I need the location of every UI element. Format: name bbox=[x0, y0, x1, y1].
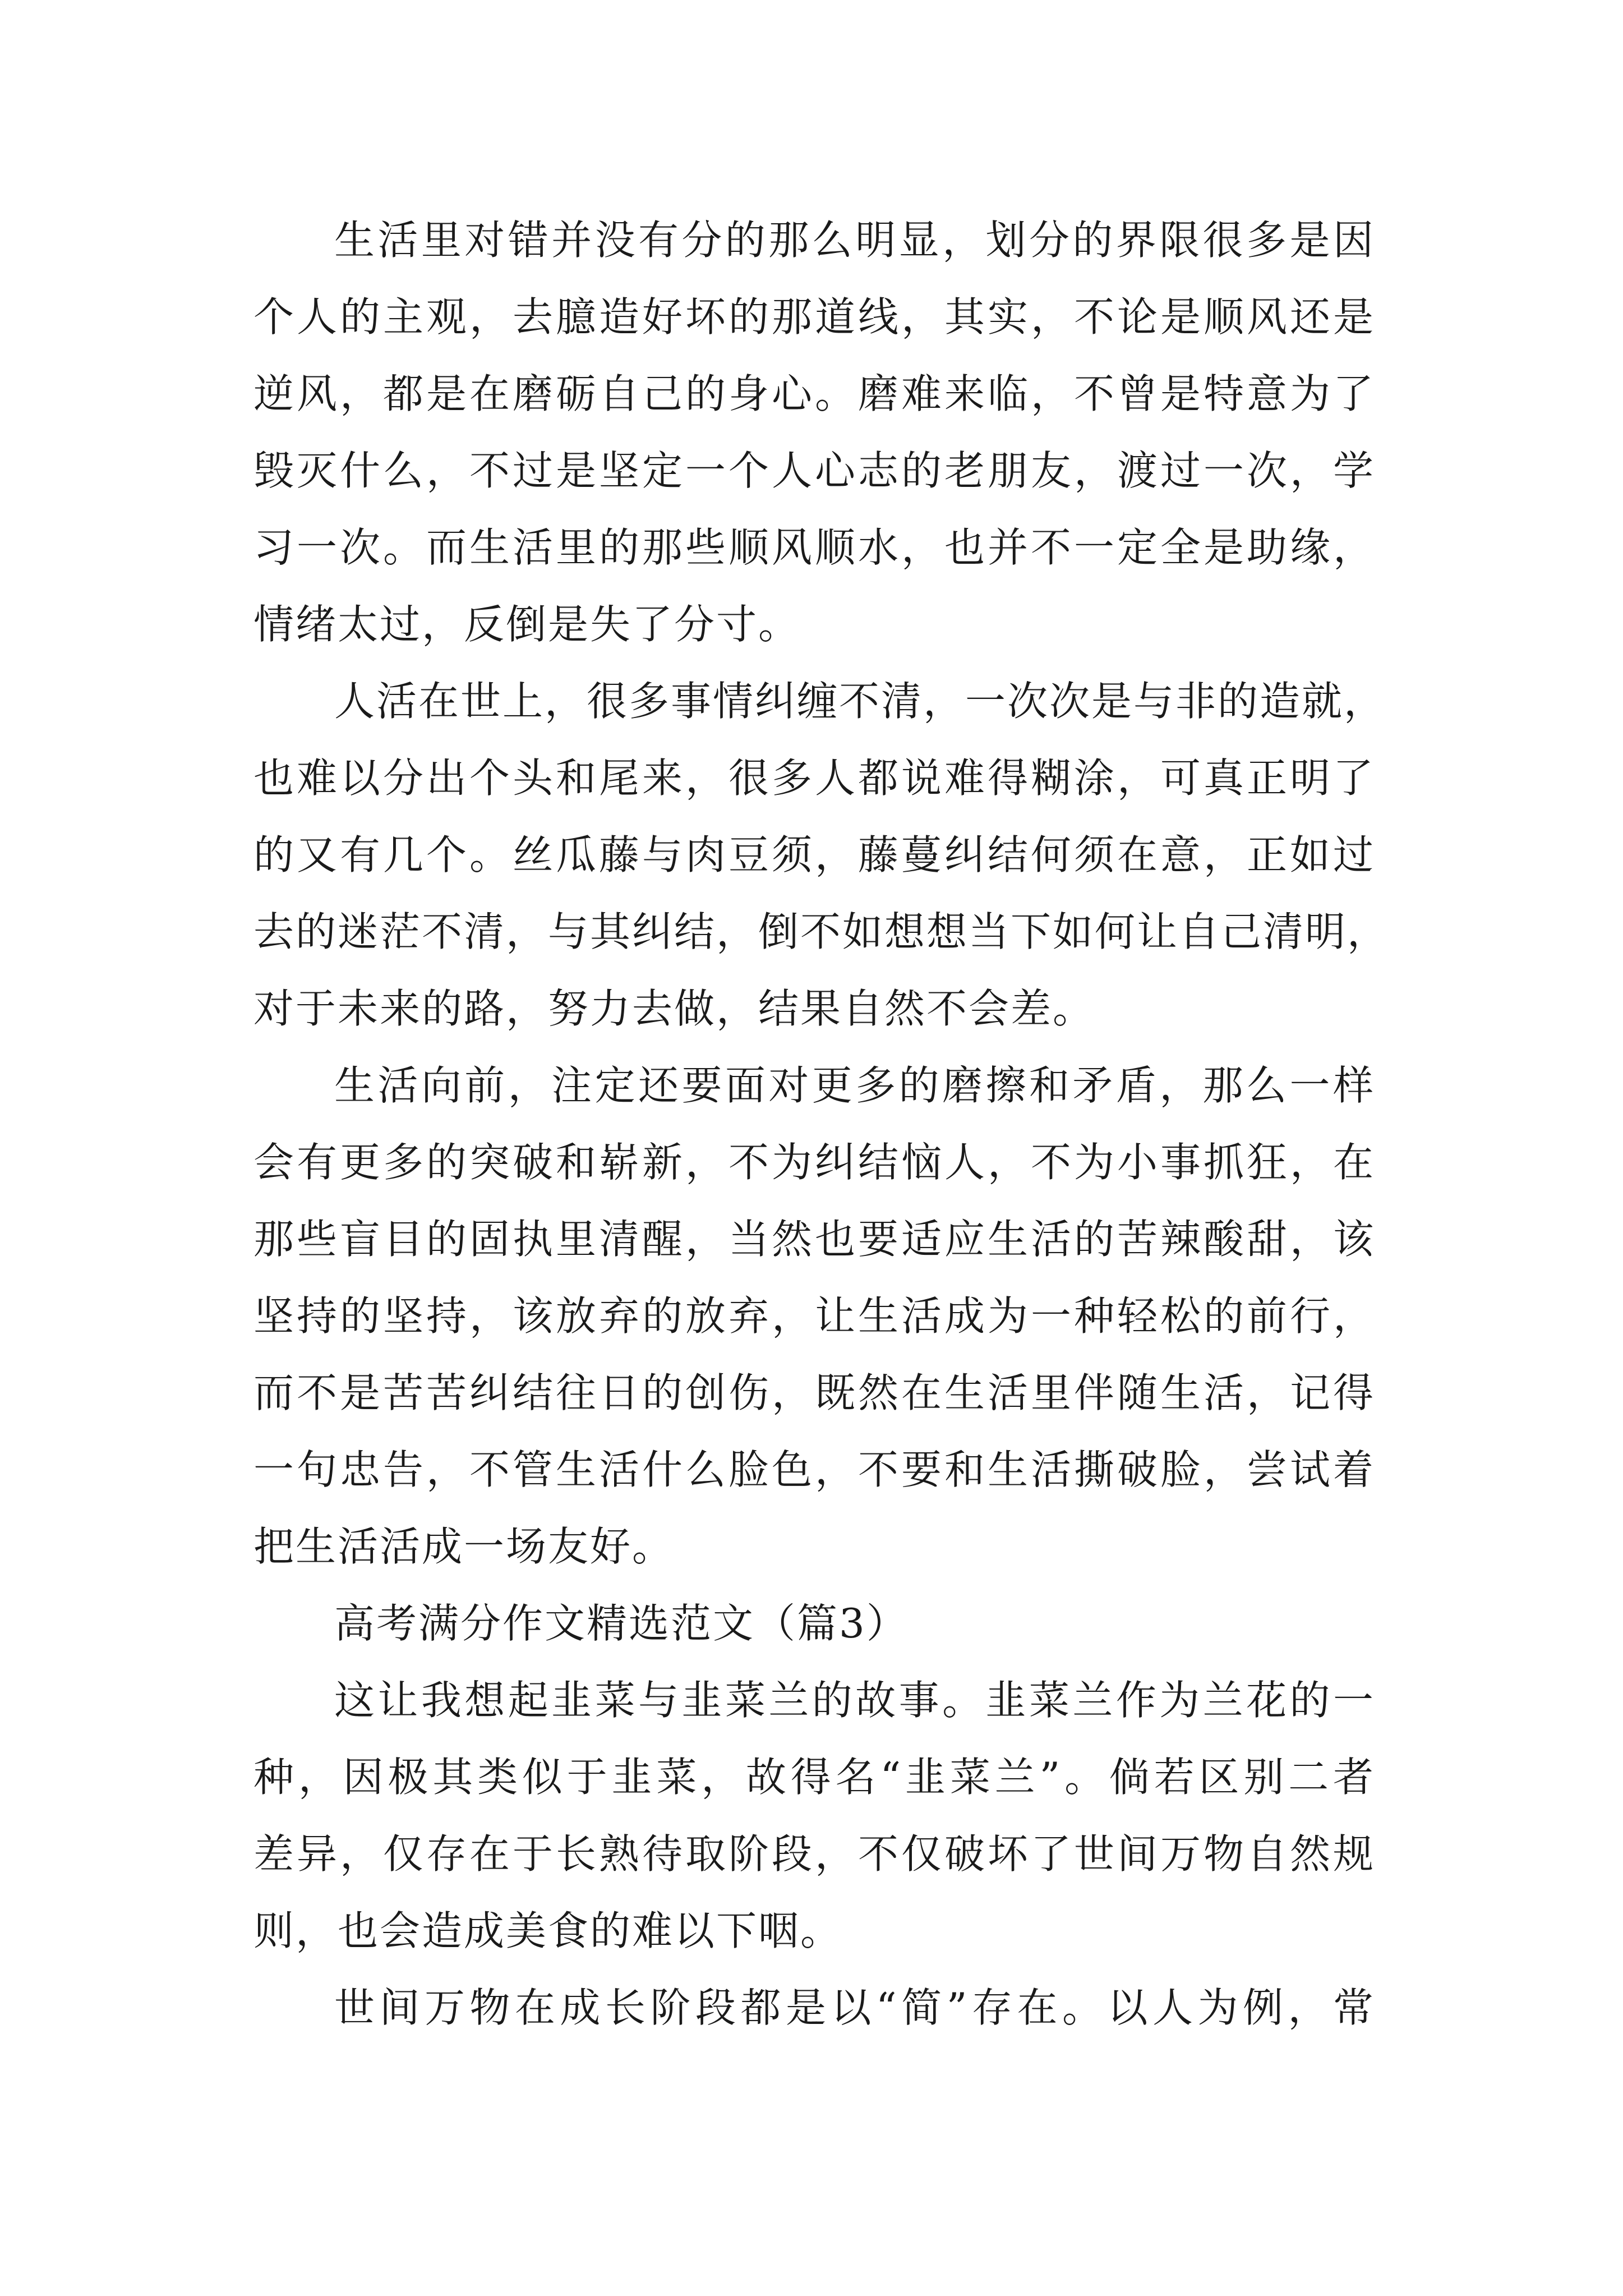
text-line: 人活在世上，很多事情纠缠不清，一次次是与非的造就， bbox=[334, 678, 1386, 725]
text-line: 也难以分出个头和尾来，很多人都说难得糊涂，可真正明了 bbox=[253, 754, 1375, 802]
text-line: 会有更多的突破和崭新，不为纠结恼人，不为小事抓狂，在 bbox=[253, 1139, 1375, 1186]
paragraph-3 bbox=[253, 1047, 1375, 1585]
text-line: 差异，仅存在于长熟待取阶段，不仅破坏了世间万物自然规 bbox=[253, 1830, 1375, 1878]
document-body bbox=[253, 202, 1390, 2046]
text-line: 情绪太过，反倒是失了分寸。 bbox=[253, 601, 801, 648]
text-line: 把生活活成一场友好。 bbox=[253, 1523, 675, 1570]
text-line: 生活里对错并没有分的那么明显，划分的界限很多是因 bbox=[334, 217, 1375, 264]
paragraph-5 bbox=[253, 1970, 1375, 2046]
text-line: 世间万物在成长阶段都是以“简”存在。以人为例，常 bbox=[334, 1984, 1375, 2031]
text-line: 种，因极其类似于韭菜，故得名“韭菜兰”。倘若区别二者 bbox=[253, 1754, 1375, 1801]
text-line: 逆风，都是在磨砺自己的身心。磨难来临，不曾是特意为了 bbox=[253, 370, 1375, 417]
text-line: 的又有几个。丝瓜藤与肉豆须，藤蔓纠结何须在意，正如过 bbox=[253, 831, 1375, 878]
text-line: 毁灭什么，不过是坚定一个人心志的老朋友，渡过一次，学 bbox=[253, 447, 1375, 494]
text-line: 一句忠告，不管生活什么脸色，不要和生活撕破脸，尝试着 bbox=[253, 1446, 1375, 1493]
text-line: 对于未来的路，努力去做，结果自然不会差。 bbox=[253, 985, 1095, 1032]
paragraph-4 bbox=[253, 1662, 1375, 1970]
section-heading bbox=[253, 1585, 1375, 1662]
text-line: 生活向前，注定还要面对更多的磨擦和矛盾，那么一样 bbox=[334, 1062, 1375, 1109]
paragraph-2 bbox=[253, 663, 1390, 1047]
paragraph-1 bbox=[253, 202, 1375, 663]
text-line: 那些盲目的固执里清醒，当然也要适应生活的苦辣酸甜，该 bbox=[253, 1216, 1375, 1263]
section-title: 高考满分作文精选范文（篇3） bbox=[334, 1600, 909, 1647]
text-line: 坚持的坚持，该放弃的放弃，让生活成为一种轻松的前行， bbox=[253, 1292, 1375, 1340]
text-line: 习一次。而生活里的那些顺风顺水，也并不一定全是助缘， bbox=[253, 524, 1375, 571]
text-line: 而不是苦苦纠结往日的创伤，既然在生活里伴随生活，记得 bbox=[253, 1369, 1375, 1416]
text-line: 去的迷茫不清，与其纠结，倒不如想想当下如何让自己清明， bbox=[253, 908, 1390, 955]
text-line: 个人的主观，去臆造好坏的那道线，其实，不论是顺风还是 bbox=[253, 293, 1375, 341]
text-line: 则，也会造成美食的难以下咽。 bbox=[253, 1907, 843, 1954]
text-line: 这让我想起韭菜与韭菜兰的故事。韭菜兰作为兰花的一 bbox=[334, 1677, 1375, 1724]
